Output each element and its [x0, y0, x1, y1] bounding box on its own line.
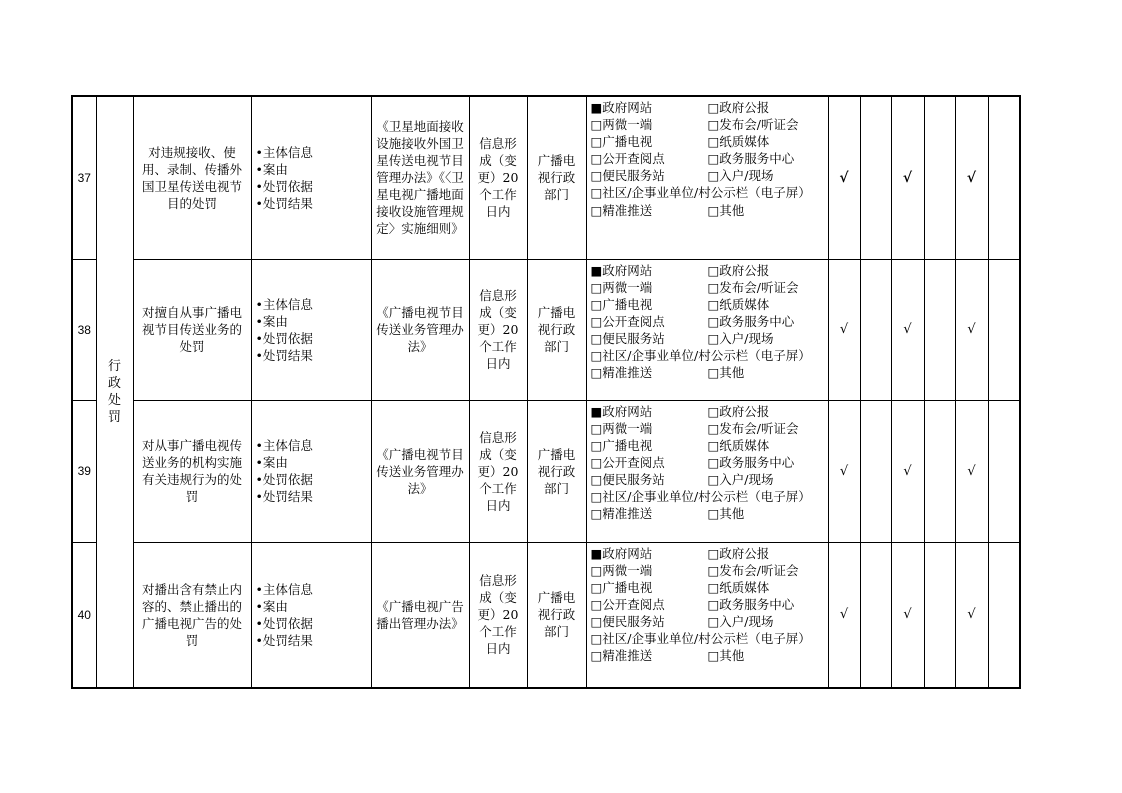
table-row — [72, 96, 1020, 259]
channel-option-two-micro: □两微一端 — [590, 279, 653, 295]
content-item: •处罚依据 — [255, 472, 313, 487]
channel-option-service-station: □便民服务站 — [590, 168, 665, 184]
channel-option-push: □精准推送 — [590, 648, 653, 664]
channel-option-press: □发布会/听证会 — [707, 420, 799, 436]
channel-option-reading: □公开查阅点 — [590, 596, 665, 612]
check-mark: √ — [955, 96, 988, 259]
check-mark — [924, 259, 955, 400]
channel-option-tv: □广播电视 — [590, 134, 653, 150]
channel-option-other: □其他 — [707, 365, 745, 381]
channel-option-push: □精准推送 — [590, 202, 653, 218]
legal-basis: 《广播电视节目传送业务管理办法》 — [371, 259, 469, 400]
channel-option-other: □其他 — [707, 648, 745, 664]
channel-option-press: □发布会/听证会 — [707, 562, 799, 578]
channel-option-website: ■政府网站 — [590, 100, 653, 115]
channel-option-push: □精准推送 — [590, 365, 653, 381]
channel-option-gazette: □政府公报 — [707, 262, 770, 278]
table-row — [72, 400, 1020, 542]
check-mark: √ — [891, 259, 924, 400]
content-cell — [251, 400, 371, 542]
content-item: •处罚结果 — [255, 347, 313, 363]
channel-option-door: □入户/现场 — [707, 613, 774, 629]
content-item: •处罚依据 — [255, 178, 313, 194]
content-item: •主体信息 — [255, 438, 313, 453]
item-name: 对从事广播电视传送业务的机构实施有关违规行为的处罚 — [133, 400, 251, 542]
row-number: 39 — [72, 400, 96, 542]
channel-option-tv: □广播电视 — [590, 296, 653, 312]
row-number: 40 — [72, 542, 96, 688]
content-item: •案由 — [255, 455, 288, 470]
channel-option-website: ■政府网站 — [590, 545, 653, 561]
check-mark: √ — [955, 259, 988, 400]
channel-option-push: □精准推送 — [590, 506, 653, 522]
check-mark — [924, 542, 955, 688]
category-char: 罚 — [107, 410, 121, 425]
channel-option-service-center: □政务服务中心 — [707, 151, 795, 167]
channels-cell — [586, 259, 828, 400]
channel-option-gazette: □政府公报 — [707, 100, 770, 115]
check-mark — [988, 259, 1020, 400]
content-item: •主体信息 — [255, 296, 313, 312]
channel-option-service-center: □政务服务中心 — [707, 596, 795, 612]
table-row — [72, 259, 1020, 400]
check-mark — [924, 400, 955, 542]
time-limit: 信息形成（变更）20个工作日内 — [469, 542, 527, 688]
content-item: •案由 — [255, 313, 288, 329]
channel-option-service-center: □政务服务中心 — [707, 313, 795, 329]
content-item: •处罚依据 — [255, 615, 313, 631]
content-item: •处罚结果 — [255, 632, 313, 648]
item-name: 对播出含有禁止内容的、禁止播出的广播电视广告的处罚 — [133, 542, 251, 688]
row-number: 38 — [72, 259, 96, 400]
channel-option-gazette: □政府公报 — [707, 545, 770, 561]
channel-option-website: ■政府网站 — [590, 262, 653, 278]
check-mark: √ — [828, 96, 860, 259]
content-item: •处罚依据 — [255, 330, 313, 346]
channel-option-service-center: □政务服务中心 — [707, 454, 795, 470]
category-cell — [96, 96, 133, 688]
check-mark: √ — [955, 542, 988, 688]
check-mark — [988, 400, 1020, 542]
channel-option-door: □入户/现场 — [707, 471, 774, 487]
content-item: •主体信息 — [255, 144, 313, 160]
check-mark: √ — [828, 400, 860, 542]
channel-option-two-micro: □两微一端 — [590, 562, 653, 578]
channels-grid — [591, 403, 824, 523]
time-limit: 信息形成（变更）20个工作日内 — [469, 259, 527, 400]
content-item: •处罚结果 — [255, 489, 313, 504]
check-mark — [860, 259, 891, 400]
channels-cell — [586, 400, 828, 542]
time-limit: 信息形成（变更）20个工作日内 — [469, 400, 527, 542]
check-mark: √ — [891, 96, 924, 259]
channel-option-paper: □纸质媒体 — [707, 296, 770, 312]
legal-basis: 《广播电视广告播出管理办法》 — [371, 542, 469, 688]
channel-option-service-station: □便民服务站 — [590, 613, 665, 629]
channel-option-reading: □公开查阅点 — [590, 454, 665, 470]
content-item: •案由 — [255, 598, 288, 614]
channel-option-community: □社区/企事业单位/村公示栏（电子屏） — [590, 630, 811, 646]
check-mark — [860, 542, 891, 688]
channels-cell — [586, 542, 828, 688]
channel-option-other: □其他 — [707, 202, 745, 218]
channel-option-reading: □公开查阅点 — [590, 313, 665, 329]
department: 广播电视行政部门 — [527, 259, 586, 400]
check-mark — [860, 400, 891, 542]
content-item: •案由 — [255, 161, 288, 177]
channel-option-other: □其他 — [707, 506, 745, 522]
channel-option-two-micro: □两微一端 — [590, 117, 653, 133]
channel-option-paper: □纸质媒体 — [707, 579, 770, 595]
channel-option-website: ■政府网站 — [590, 403, 653, 419]
check-mark: √ — [891, 400, 924, 542]
check-mark: √ — [891, 542, 924, 688]
channel-option-community: □社区/企事业单位/村公示栏（电子屏） — [590, 347, 811, 363]
disclosure-table — [71, 95, 1021, 689]
channel-option-tv: □广播电视 — [590, 437, 653, 453]
legal-basis: 《卫星地面接收设施接收外国卫星传送电视节目管理办法》《〈卫星电视广播地面接收设施管理规定〉实施细则》 — [371, 96, 469, 259]
check-mark: √ — [955, 400, 988, 542]
channel-option-paper: □纸质媒体 — [707, 134, 770, 150]
channel-option-community: □社区/企事业单位/村公示栏（电子屏） — [590, 185, 811, 201]
check-mark — [924, 96, 955, 259]
channel-option-gazette: □政府公报 — [707, 403, 770, 419]
check-mark — [860, 96, 891, 259]
check-mark — [988, 542, 1020, 688]
time-limit: 信息形成（变更）20个工作日内 — [469, 96, 527, 259]
channel-option-service-station: □便民服务站 — [590, 330, 665, 346]
channel-option-tv: □广播电视 — [590, 579, 653, 595]
channels-cell — [586, 96, 828, 259]
check-mark: √ — [828, 542, 860, 688]
check-mark: √ — [828, 259, 860, 400]
table-row — [72, 542, 1020, 688]
channel-option-two-micro: □两微一端 — [590, 420, 653, 436]
channel-option-reading: □公开查阅点 — [590, 151, 665, 167]
department: 广播电视行政部门 — [527, 400, 586, 542]
department: 广播电视行政部门 — [527, 542, 586, 688]
category-char: 处 — [107, 393, 121, 408]
channel-option-door: □入户/现场 — [707, 168, 774, 184]
content-cell — [251, 96, 371, 259]
channel-option-press: □发布会/听证会 — [707, 279, 799, 295]
content-item: •处罚结果 — [255, 195, 313, 211]
channel-option-community: □社区/企事业单位/村公示栏（电子屏） — [590, 488, 811, 504]
channel-option-press: □发布会/听证会 — [707, 117, 799, 133]
item-name: 对违规接收、使用、录制、传播外国卫星传送电视节目的处罚 — [133, 96, 251, 259]
channels-grid — [591, 545, 824, 665]
channels-grid — [591, 99, 824, 219]
content-item: •主体信息 — [255, 581, 313, 597]
channel-option-paper: □纸质媒体 — [707, 437, 770, 453]
content-cell — [251, 542, 371, 688]
category-char: 政 — [107, 376, 121, 391]
row-number: 37 — [72, 96, 96, 259]
content-cell — [251, 259, 371, 400]
department: 广播电视行政部门 — [527, 96, 586, 259]
channel-option-service-station: □便民服务站 — [590, 471, 665, 487]
legal-basis: 《广播电视节目传送业务管理办法》 — [371, 400, 469, 542]
category-char: 行 — [107, 359, 121, 374]
item-name: 对擅自从事广播电视节目传送业务的处罚 — [133, 259, 251, 400]
channels-grid — [591, 262, 824, 382]
check-mark — [988, 96, 1020, 259]
channel-option-door: □入户/现场 — [707, 330, 774, 346]
